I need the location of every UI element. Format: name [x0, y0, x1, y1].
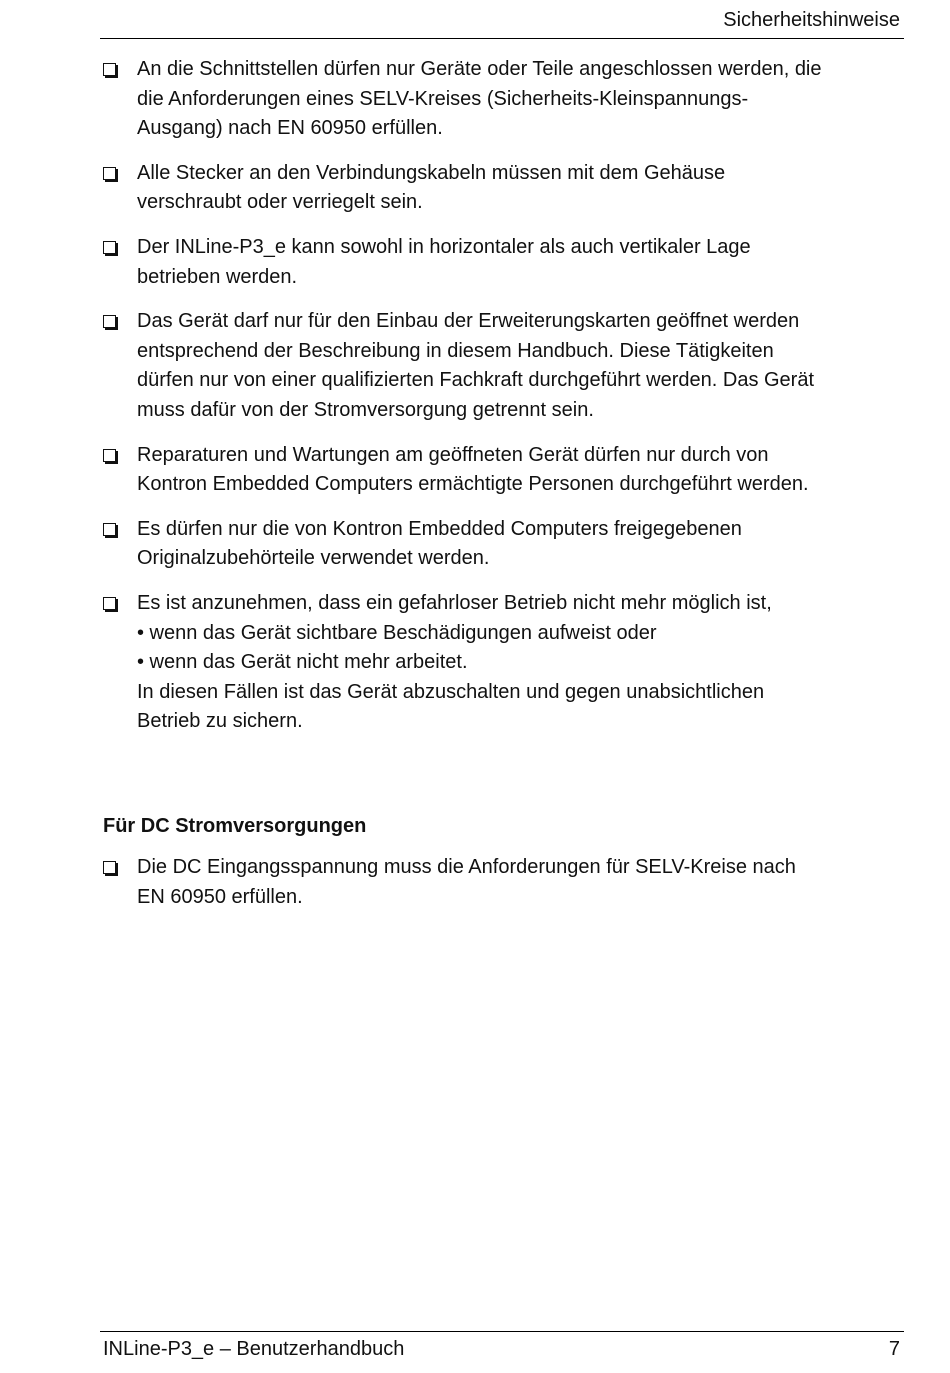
safety-note: [100, 307, 900, 425]
note-line: Es dürfen nur die von Kontron Embedded Computers freigegebenen: [137, 517, 742, 540]
checkbox-bullet-icon: [103, 597, 116, 610]
note-line: Kontron Embedded Computers ermächtigte Personen durchgeführt werden.: [137, 473, 809, 496]
footer-rule: [100, 1331, 904, 1332]
note-line: EN 60950 erfüllen.: [137, 885, 303, 908]
note-line: Das Gerät darf nur für den Einbau der Erweiterungskarten geöffnet werden: [137, 310, 800, 333]
note-line: Betrieb zu sichern.: [137, 710, 303, 733]
note-line: Ausgang) nach EN 60950 erfüllen.: [137, 117, 443, 140]
safety-note: [100, 55, 900, 144]
checkbox-bullet-icon: [103, 63, 116, 76]
safety-note: [100, 515, 900, 574]
note-line: betrieben werden.: [137, 265, 298, 288]
checkbox-bullet-icon: [103, 449, 116, 462]
safety-note: [100, 441, 900, 500]
note-line: Reparaturen und Wartungen am geöffneten Gerät dürfen nur durch von: [137, 443, 769, 466]
note-line: Originalzubehörteile verwendet werden.: [137, 547, 490, 570]
safety-note: [100, 589, 900, 737]
note-line: dürfen nur von einer qualifizierten Fachkraft durchgeführt werden. Das Gerät: [137, 369, 815, 392]
note-line: Alle Stecker an den Verbindungskabeln müssen mit dem Gehäuse: [137, 161, 726, 184]
checkbox-bullet-icon: [103, 167, 116, 180]
section-heading: Für DC Stromversorgungen: [103, 815, 367, 837]
note-line: muss dafür von der Stromversorgung getrennt sein.: [137, 398, 594, 421]
note-line: • wenn das Gerät sichtbare Beschädigungen aufweist oder: [137, 621, 657, 644]
safety-note: [100, 159, 900, 218]
note-line: entsprechend der Beschreibung in diesem Handbuch. Diese Tätigkeiten: [137, 339, 774, 362]
note-line: Es ist anzunehmen, dass ein gefahrloser Betrieb nicht mehr möglich ist,: [137, 591, 772, 614]
note-line: In diesen Fällen ist das Gerät abzuschalten und gegen unabsichtlichen: [137, 680, 765, 703]
note-line: Der INLine-P3_e kann sowohl in horizontaler als auch vertikaler Lage: [137, 235, 751, 258]
note-line: • wenn das Gerät nicht mehr arbeitet.: [137, 651, 468, 674]
note-line: An die Schnittstellen dürfen nur Geräte oder Teile angeschlossen werden, die: [137, 58, 822, 80]
dc-notes-list: [100, 853, 900, 927]
checkbox-bullet-icon: [103, 523, 116, 536]
note-line: verschraubt oder verriegelt sein.: [137, 191, 423, 214]
page-number: 7: [888, 1338, 900, 1360]
checkbox-bullet-icon: [103, 241, 116, 254]
safety-note: [100, 853, 900, 912]
checkbox-bullet-icon: [103, 315, 116, 328]
safety-notes-list: [100, 55, 900, 752]
safety-note: [100, 233, 900, 292]
note-line: die Anforderungen eines SELV-Kreises (Sicherheits-Kleinspannungs-: [137, 87, 749, 110]
running-header-title: Sicherheitshinweise: [723, 9, 900, 31]
checkbox-bullet-icon: [103, 861, 116, 874]
footer-manual-title: INLine-P3_e – Benutzerhandbuch: [103, 1338, 405, 1360]
header-rule: [100, 38, 904, 39]
note-line: Die DC Eingangsspannung muss die Anforderungen für SELV-Kreise nach: [137, 856, 796, 878]
